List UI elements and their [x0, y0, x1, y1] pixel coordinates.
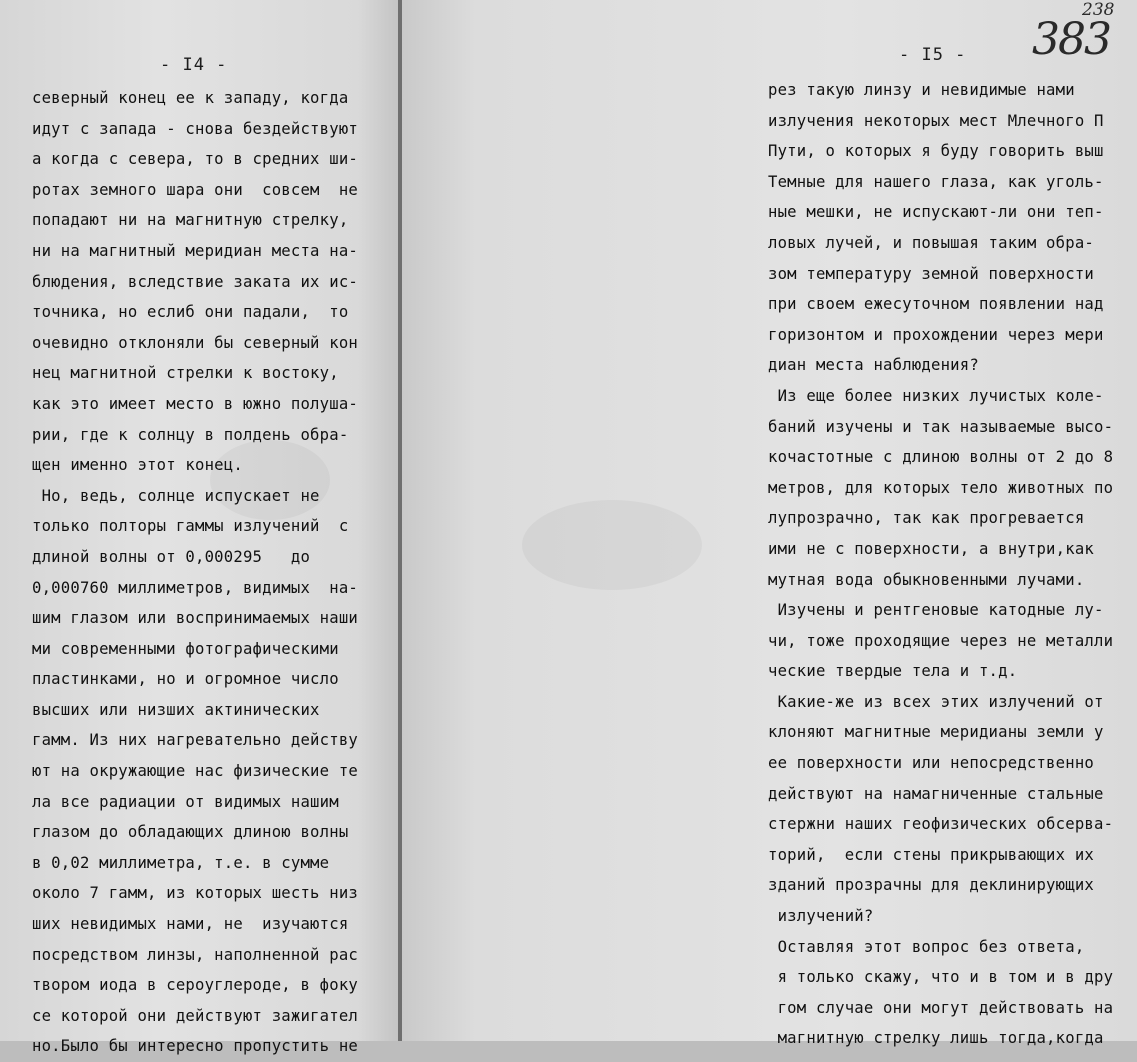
- paper-stain: [522, 500, 702, 590]
- text-line: ших невидимых нами, не изучаются: [32, 915, 349, 934]
- text-line: Из еще более низких лучистых коле-: [768, 386, 1104, 405]
- text-line: щен именно этот конец.: [32, 456, 243, 475]
- text-line: нец магнитной стрелки к востоку,: [32, 364, 339, 383]
- text-line: ее поверхности или непосредственно: [768, 754, 1094, 773]
- text-line: чи, тоже проходящие через не металли: [768, 631, 1114, 650]
- text-line: но.Было бы интересно пропустить не: [32, 1037, 358, 1056]
- text-line: Изучены и рентгеновые катодные лу-: [768, 601, 1104, 620]
- text-line: блюдения, вследствие заката их ис-: [32, 272, 358, 291]
- text-line: баний изучены и так называемые высо-: [768, 417, 1114, 436]
- text-line: около 7 гамм, из которых шесть низ: [32, 884, 358, 903]
- text-line: Но, ведь, солнце испускает не: [32, 486, 320, 505]
- text-line: излучения некоторых мест Млечного П: [768, 111, 1104, 130]
- left-page: [0, 0, 398, 1056]
- text-line: шим глазом или воспринимаемых наши: [32, 609, 358, 628]
- text-line: зом температуру земной поверхности: [768, 264, 1094, 283]
- text-line: Оставляя этот вопрос без ответа,: [768, 937, 1085, 956]
- text-line: магнитную стрелку лишь тогда,когда: [768, 1029, 1104, 1048]
- text-line: северный конец ее к западу, когда: [32, 89, 349, 107]
- text-line: очевидно отклоняли бы северный кон: [32, 333, 358, 352]
- text-line: ловых лучей, и повышая таким обра-: [768, 233, 1094, 252]
- text-line: кочастотные с длиною волны от 2 до 8: [768, 448, 1114, 467]
- text-line: я только скажу, что и в том и в дру: [768, 968, 1114, 987]
- text-line: ческие твердые тела и т.д.: [768, 662, 1018, 681]
- text-line: мутная вода обыкновенными лучами.: [768, 570, 1085, 589]
- text-line: метров, для которых тело животных по: [768, 478, 1114, 497]
- text-line: идут с запада - снова бездействуют: [32, 119, 358, 138]
- text-line: стержни наших геофизических обсерва-: [768, 815, 1114, 834]
- text-line: как это имеет место в южно полуша-: [32, 394, 358, 413]
- text-line: ные мешки, не испускают-ли они теп-: [768, 203, 1104, 222]
- text-line: гамм. Из них нагревательно действу: [32, 731, 358, 750]
- text-line: ют на окружающие нас физические те: [32, 762, 358, 781]
- text-line: в 0,02 миллиметра, т.е. в сумме: [32, 853, 330, 872]
- text-line: 0,000760 миллиметров, видимых на-: [32, 578, 358, 597]
- text-line: ими не с поверхности, а внутри,как: [768, 539, 1094, 558]
- right-page: [402, 0, 1137, 1048]
- text-line: ни на магнитный меридиан места на-: [32, 241, 358, 260]
- text-line: Темные для нашего глаза, как уголь-: [768, 172, 1104, 191]
- page-number-left: - I4 -: [160, 55, 228, 75]
- text-line: только полторы гаммы излучений с: [32, 517, 349, 536]
- page-number-right: - I5 -: [899, 45, 967, 65]
- text-line: Какие-же из всех этих излучений от: [768, 692, 1104, 711]
- text-line: попадают ни на магнитную стрелку,: [32, 211, 349, 230]
- text-line: диан места наблюдения?: [768, 356, 979, 375]
- text-line: клоняют магнитные меридианы земли у: [768, 723, 1104, 742]
- text-line: гом случае они могут действовать на: [768, 998, 1114, 1017]
- text-line: горизонтом и прохождении через мери: [768, 325, 1104, 344]
- text-line: действуют на намагниченные стальные: [768, 784, 1104, 803]
- text-line: ла все радиации от видимых нашим: [32, 792, 339, 811]
- text-line: посредством линзы, наполненной рас: [32, 945, 358, 964]
- left-page-text: [32, 83, 358, 1062]
- text-line: а когда с севера, то в средних ши-: [32, 150, 358, 169]
- text-line: зданий прозрачны для деклинирующих: [768, 876, 1094, 895]
- text-line: точника, но еслиб они падали, то: [32, 303, 349, 322]
- handwritten-folio-number: [1032, 0, 1115, 65]
- folio-number-small: 238: [1082, 0, 1115, 20]
- text-line: лупрозрачно, так как прогревается: [768, 509, 1085, 528]
- text-line: рии, где к солнцу в полдень обра-: [32, 425, 349, 444]
- text-line: излучений?: [768, 907, 874, 926]
- text-line: пластинками, но и огромное число: [32, 670, 339, 689]
- text-line: твором иода в сероуглероде, в фоку: [32, 976, 358, 995]
- text-line: рез такую линзу и невидимые нами: [768, 81, 1075, 99]
- text-line: длиной волны от 0,000295 до: [32, 547, 311, 566]
- text-line: ми современными фотографическими: [32, 639, 339, 658]
- right-page-text: [768, 75, 1113, 1054]
- folio-number-main: 383: [1032, 14, 1110, 65]
- text-line: глазом до обладающих длиною волны: [32, 823, 349, 842]
- text-line: при своем ежесуточном появлении над: [768, 295, 1104, 314]
- text-line: торий, если стены прикрывающих их: [768, 845, 1094, 864]
- text-line: ротах земного шара они совсем не: [32, 180, 358, 199]
- text-line: высших или низших актинических: [32, 700, 320, 719]
- text-line: се которой они действуют зажигател: [32, 1006, 358, 1025]
- text-line: Пути, о которых я буду говорить выш: [768, 142, 1104, 161]
